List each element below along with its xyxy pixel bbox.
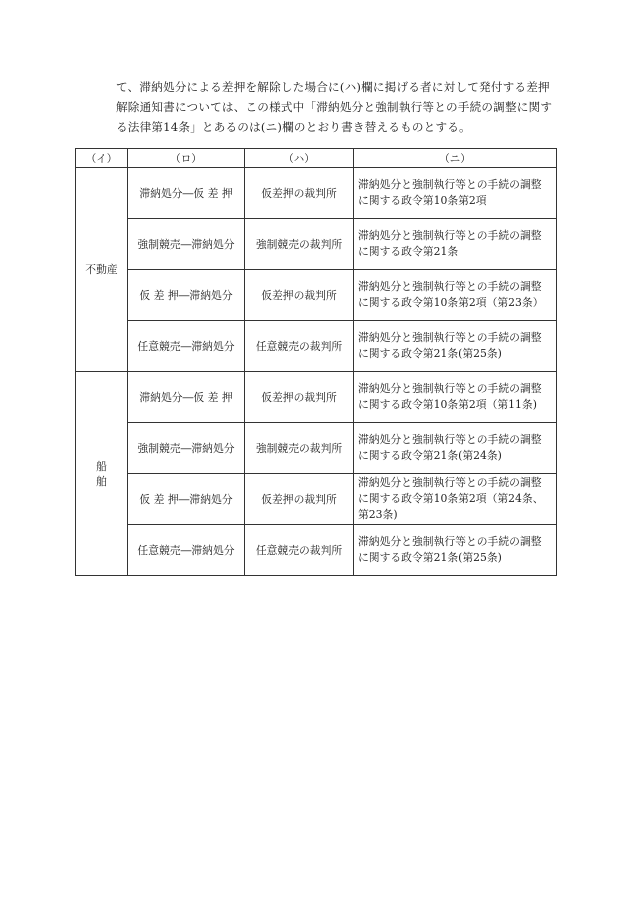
cell-ni: 滞納処分と強制執行等との手続の調整に関する政令第10条第2項（第11条) [354, 372, 557, 423]
table-row [76, 168, 557, 219]
table-row [76, 423, 557, 474]
cell-ro: 滞納処分―仮 差 押 [128, 372, 245, 423]
correspondence-table [75, 148, 557, 576]
header-i: （イ） [76, 149, 128, 168]
intro-paragraph [116, 77, 556, 137]
cell-ha: 仮差押の裁判所 [245, 270, 354, 321]
intro-line: て、滞納処分による差押を解除した場合に(ハ)欄に掲げる者に対して発付する差押 [116, 80, 550, 94]
table-row [76, 525, 557, 576]
cell-ni: 滞納処分と強制執行等との手続の調整に関する政令第21条(第25条) [354, 321, 557, 372]
table-row [76, 372, 557, 423]
table-header-row [76, 149, 557, 168]
cell-ro: 強制競売―滞納処分 [128, 219, 245, 270]
cell-ro: 強制競売―滞納処分 [128, 423, 245, 474]
header-ni: （ニ） [354, 149, 557, 168]
cell-ha: 強制競売の裁判所 [245, 423, 354, 474]
cell-ro: 滞納処分―仮 差 押 [128, 168, 245, 219]
cell-ro: 仮 差 押―滞納処分 [128, 474, 245, 525]
cell-ha: 仮差押の裁判所 [245, 168, 354, 219]
cell-ni: 滞納処分と強制執行等との手続の調整に関する政令第10条第2項（第23条） [354, 270, 557, 321]
cell-ha: 任意競売の裁判所 [245, 525, 354, 576]
intro-line: 解除通知書については、この様式中「滞納処分と強制執行等との手続の調整に関す [116, 100, 553, 114]
cell-ni: 滞納処分と強制執行等との手続の調整に関する政令第21条 [354, 219, 557, 270]
category-real-estate: 不動産 [76, 168, 128, 372]
cell-ro: 仮 差 押―滞納処分 [128, 270, 245, 321]
cell-ni: 滞納処分と強制執行等との手続の調整に関する政令第21条(第24条) [354, 423, 557, 474]
table-row [76, 270, 557, 321]
table-row [76, 219, 557, 270]
intro-line: る法律第14条」とあるのは(ニ)欄のとおり書き替えるものとする。 [116, 120, 471, 134]
category-ship: 船 舶 [76, 372, 128, 576]
cell-ni: 滞納処分と強制執行等との手続の調整に関する政令第10条第2項（第24条、第23条) [354, 474, 557, 525]
cell-ha: 強制競売の裁判所 [245, 219, 354, 270]
table-row [76, 321, 557, 372]
header-ha: （ハ） [245, 149, 354, 168]
cell-ha: 仮差押の裁判所 [245, 372, 354, 423]
cell-ro: 任意競売―滞納処分 [128, 525, 245, 576]
table-row [76, 474, 557, 525]
cell-ha: 仮差押の裁判所 [245, 474, 354, 525]
header-ro: （ロ） [128, 149, 245, 168]
cell-ha: 任意競売の裁判所 [245, 321, 354, 372]
cell-ro: 任意競売―滞納処分 [128, 321, 245, 372]
cell-ni: 滞納処分と強制執行等との手続の調整に関する政令第10条第2項 [354, 168, 557, 219]
cell-ni: 滞納処分と強制執行等との手続の調整に関する政令第21条(第25条) [354, 525, 557, 576]
